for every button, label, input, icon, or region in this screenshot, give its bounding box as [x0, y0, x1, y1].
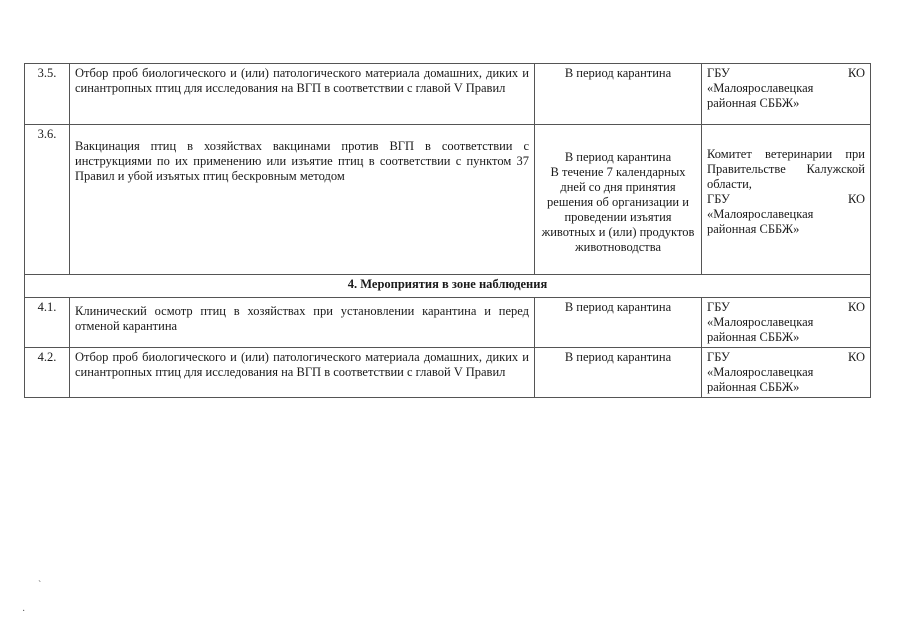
executor-region: КО	[847, 66, 865, 80]
measures-table	[24, 63, 871, 398]
table-row	[25, 348, 871, 398]
row-number: 4.1.	[25, 298, 70, 348]
table-row	[25, 64, 871, 125]
row-number: 4.2.	[25, 348, 70, 398]
measure-executor	[702, 64, 871, 125]
row-number: 3.5.	[25, 64, 70, 125]
executor-name: «Малоярославецкая районная СББЖ»	[707, 207, 814, 236]
measure-description: Отбор проб биологического и (или) патологического материала домашних, диких и синантропных птиц для исследования на ВГП в соответствии с главой V Правил	[70, 348, 535, 398]
executor-org-type: ГБУ	[707, 66, 730, 80]
executor-org-type: ГБУ	[707, 300, 730, 314]
measure-executor	[702, 298, 871, 348]
measure-term-deadline: В течение 7 календарных дней со дня принятия решения об организации и проведении изъятия животных и (или) продуктов животноводства	[541, 165, 695, 254]
measure-executor	[702, 125, 871, 275]
table-row	[25, 298, 871, 348]
executor-org-line	[707, 300, 865, 315]
executor-name: «Малоярославецкая районная СББЖ»	[707, 365, 814, 394]
executor-region: КО	[847, 350, 865, 364]
executor-org-line	[707, 350, 865, 365]
executor-region: КО	[847, 300, 865, 314]
measure-term: В период карантина	[535, 348, 702, 398]
scan-speck: ·	[22, 606, 26, 617]
executor-name: «Малоярославецкая районная СББЖ»	[707, 81, 814, 110]
scan-speck: ˋ	[38, 580, 42, 591]
row-number: 3.6.	[25, 125, 70, 275]
measure-description: Отбор проб биологического и (или) патологического материала домашних, диких и синантропных птиц для исследования на ВГП в соответствии с главой V Правил	[70, 64, 535, 125]
executor-region: КО	[847, 192, 865, 206]
measure-term: В период карантина	[535, 298, 702, 348]
executor-org-type: ГБУ	[707, 350, 730, 364]
executor-committee: Комитет ветеринарии при Правительстве Калужской области,	[707, 147, 865, 191]
executor-org-line	[707, 66, 865, 81]
executor-org-line	[707, 192, 865, 207]
table-row	[25, 125, 871, 275]
measure-term-period: В период карантина	[564, 150, 672, 164]
executor-name: «Малоярославецкая районная СББЖ»	[707, 315, 814, 344]
section-title: 4. Мероприятия в зоне наблюдения	[25, 275, 871, 298]
measure-description: Вакцинация птиц в хозяйствах вакцинами против ВГП в соответствии с инструкциями по их применению или изъятие птиц в соответствии с пунктом 37 Правил и убой изъятых птиц бескровным методом	[70, 125, 535, 275]
measure-executor	[702, 348, 871, 398]
measure-description: Клинический осмотр птиц в хозяйствах при установлении карантина и перед отменой карантина	[70, 298, 535, 348]
executor-org-type: ГБУ	[707, 192, 730, 206]
measure-term: В период карантина	[535, 64, 702, 125]
measure-term	[535, 125, 702, 275]
section-header-row	[25, 275, 871, 298]
